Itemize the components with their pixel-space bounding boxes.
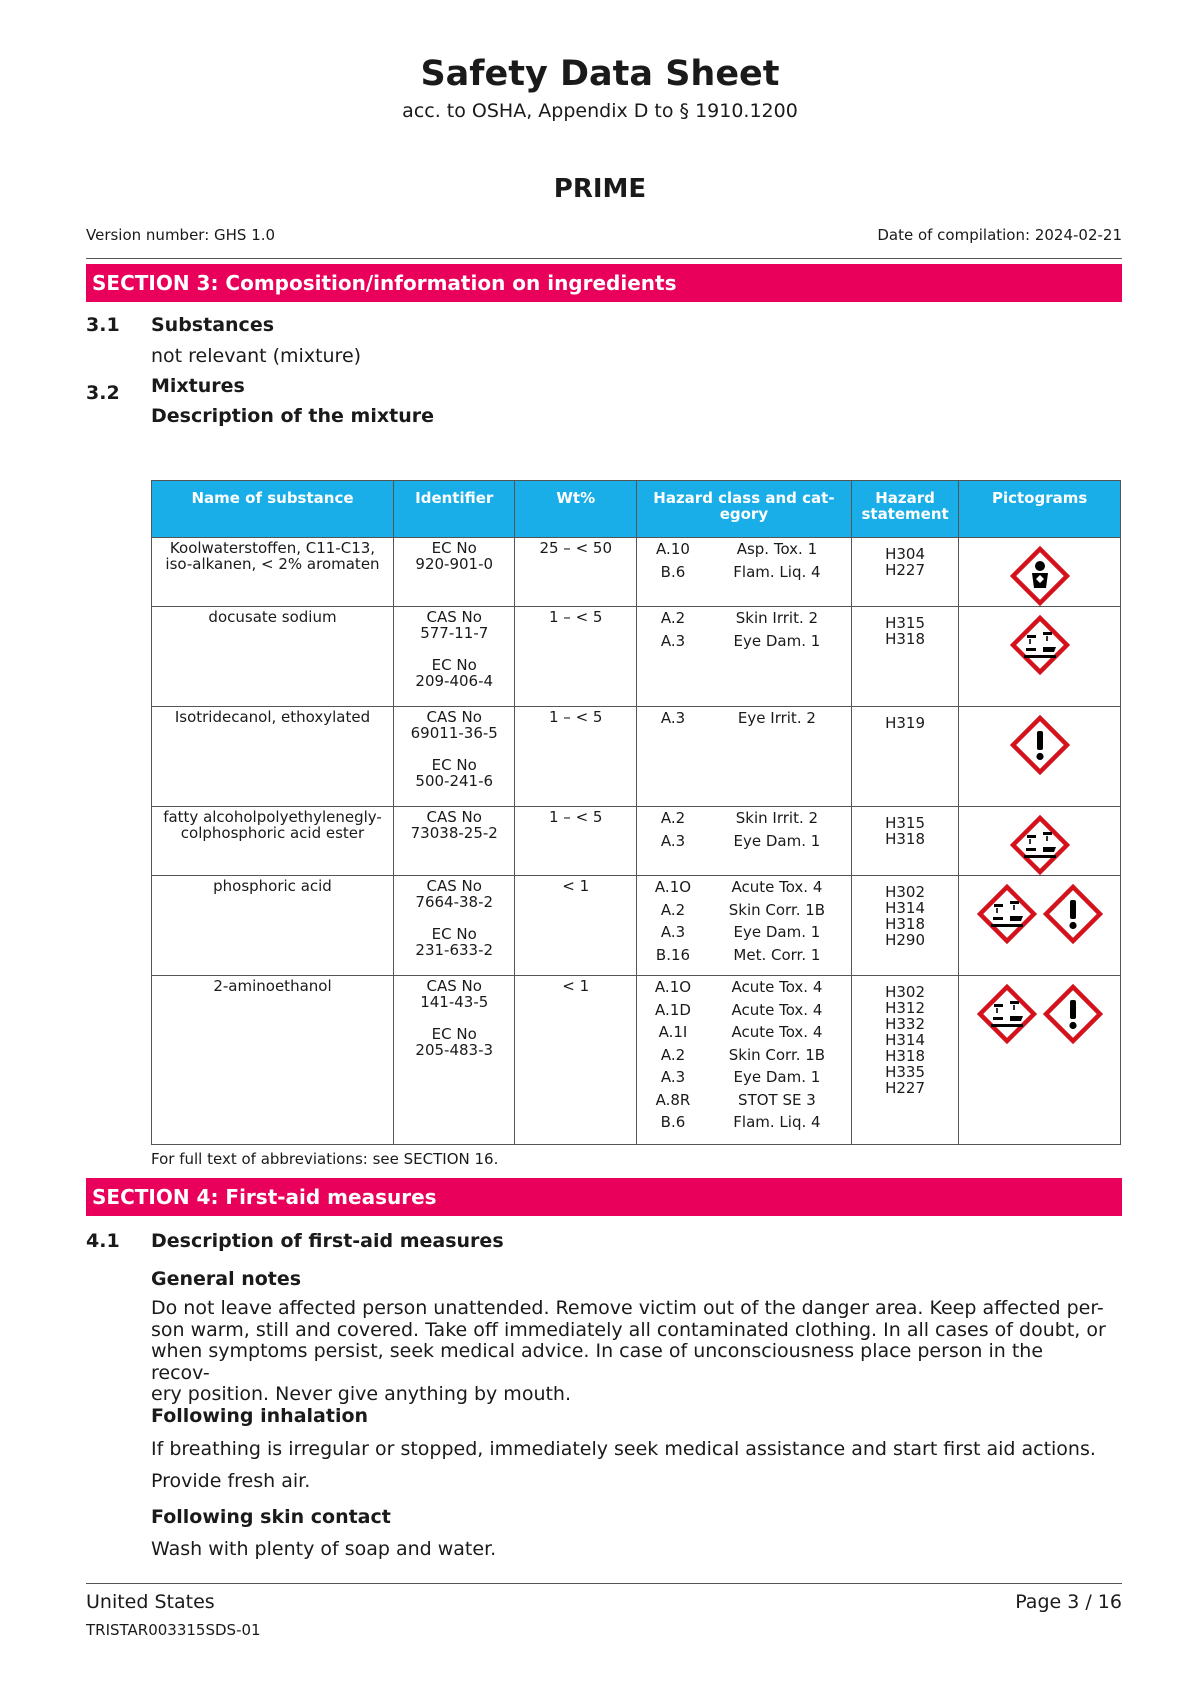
pictograms-cell — [959, 607, 1121, 707]
hazard-class-entry — [640, 830, 848, 853]
hazard-class-entry — [640, 944, 848, 967]
general-notes-text — [151, 1298, 1106, 1406]
table-row — [152, 807, 1121, 876]
hazard-category: Acute Tox. 4 — [731, 878, 823, 896]
document-subtitle: acc. to OSHA, Appendix D to § 1910.1200 — [402, 100, 798, 122]
identifier-cell — [393, 607, 515, 707]
health-hazard-pictogram-icon — [1010, 546, 1070, 606]
hazard-class-entry — [640, 976, 848, 999]
identifier-cell — [393, 707, 515, 807]
identifier-line — [397, 910, 512, 926]
general-notes-line: when symptoms persist, seek medical advice. In case of unconsciousness place person in the recov- — [151, 1340, 1044, 1384]
header-divider — [86, 258, 1122, 259]
document-title: Safety Data Sheet — [420, 54, 780, 94]
hazard-class-cell — [636, 607, 851, 707]
subsection-number: 3.1 — [86, 314, 120, 336]
substance-name-cell: phosphoric acid — [152, 876, 394, 976]
identifier-line: 73038-25-2 — [410, 824, 498, 842]
hazard-code: A.2 — [660, 809, 686, 827]
pictograms-cell — [959, 807, 1121, 876]
hazard-category: Skin Irrit. 2 — [735, 609, 819, 627]
hazard-category: Met. Corr. 1 — [733, 945, 821, 964]
weight-percent-cell: < 1 — [515, 876, 637, 976]
hazard-statement: H290 — [885, 931, 926, 949]
product-name: PRIME — [553, 174, 647, 204]
hazard-class-entry — [640, 921, 848, 944]
identifier-line: EC No — [431, 1025, 477, 1043]
hazard-class-entry — [640, 1066, 848, 1089]
pictograms-cell — [959, 876, 1121, 976]
column-header: Wt% — [515, 481, 637, 538]
skin-contact-title: Following skin contact — [151, 1506, 391, 1528]
identifier-line: 141-43-5 — [420, 993, 489, 1011]
hazard-statement-cell — [851, 876, 958, 976]
pictogram-group — [962, 809, 1117, 875]
identifier-line: EC No — [431, 656, 477, 674]
hazard-class-entry — [640, 538, 848, 561]
hazard-category: Skin Corr. 1B — [728, 900, 826, 919]
identifier-line: CAS No — [426, 808, 482, 826]
hazard-statement: H315 — [885, 814, 926, 832]
corrosion-pictogram-icon — [1010, 615, 1070, 675]
identifier-line: 231-633-2 — [415, 941, 494, 959]
identifier-line: EC No — [431, 925, 477, 943]
identifier-cell — [393, 876, 515, 976]
pictograms-cell — [959, 538, 1121, 607]
exclamation-pictogram-icon — [1043, 884, 1103, 944]
document-id: TRISTAR003315SDS-01 — [86, 1621, 261, 1639]
table-row — [152, 538, 1121, 607]
hazard-statement: H318 — [885, 830, 926, 848]
hazard-class-entry — [640, 1044, 848, 1067]
hazard-code: A.10 — [656, 540, 690, 558]
hazard-code: B.16 — [655, 945, 691, 964]
hazard-code: A.2 — [660, 1045, 686, 1064]
pictogram-group — [962, 978, 1117, 1044]
hazard-class-entry — [640, 630, 848, 653]
weight-percent-cell: < 1 — [515, 976, 637, 1145]
table-row — [152, 976, 1121, 1145]
hazard-statement: H227 — [885, 1079, 926, 1097]
identifier-line: 577-11-7 — [420, 624, 489, 642]
substances-text: not relevant (mixture) — [151, 345, 362, 367]
general-notes-title: General notes — [151, 1268, 302, 1290]
column-header: Identifier — [393, 481, 515, 538]
hazard-category: STOT SE 3 — [738, 1090, 816, 1109]
subsection-title: Description of first-aid measures — [151, 1230, 504, 1252]
hazard-category: Skin Irrit. 2 — [735, 809, 819, 827]
composition-table — [151, 480, 1121, 1145]
hazard-class-entry — [640, 876, 848, 899]
pictogram-group — [962, 609, 1117, 675]
identifier-line: CAS No — [426, 708, 482, 726]
hazard-category: Eye Dam. 1 — [733, 631, 821, 650]
pictogram-group — [962, 540, 1117, 606]
hazard-category: Asp. Tox. 1 — [736, 540, 818, 558]
identifier-cell — [393, 976, 515, 1145]
general-notes-line: son warm, still and covered. Take off immediately all contaminated clothing. In all cases of doubt, or — [151, 1318, 1106, 1341]
weight-percent-cell: 1 – < 5 — [515, 607, 637, 707]
identifier-line: EC No — [431, 539, 477, 557]
hazard-class-cell — [636, 976, 851, 1145]
hazard-statement: H312 — [885, 999, 926, 1017]
hazard-code: A.1O — [654, 978, 692, 996]
hazard-code: A.2 — [660, 900, 686, 919]
hazard-code: A.3 — [660, 631, 686, 650]
column-header: Hazard class and cat-egory — [636, 481, 851, 538]
section-3-heading: SECTION 3: Composition/information on ingredients — [86, 264, 1122, 302]
hazard-category: Acute Tox. 4 — [731, 1000, 823, 1019]
hazard-statement-cell — [851, 607, 958, 707]
hazard-class-entry — [640, 1111, 848, 1134]
hazard-class-cell — [636, 538, 851, 607]
column-header: Hazard statement — [851, 481, 958, 538]
hazard-statement: H227 — [885, 561, 926, 579]
hazard-class-entry — [640, 707, 848, 730]
hazard-statement-cell — [851, 538, 958, 607]
subsection-number: 4.1 — [86, 1230, 120, 1252]
subsection-title: Mixtures — [151, 375, 245, 397]
hazard-code: B.6 — [660, 562, 686, 581]
hazard-category: Eye Dam. 1 — [733, 831, 821, 850]
identifier-line — [397, 641, 512, 657]
corrosion-pictogram-icon — [977, 984, 1037, 1044]
table-row — [152, 607, 1121, 707]
hazard-category: Flam. Liq. 4 — [733, 1113, 821, 1131]
pictograms-cell — [959, 707, 1121, 807]
pictogram-group — [962, 878, 1117, 944]
general-notes-line: Do not leave affected person unattended. Remove victim out of the danger area. Keep affected per- — [151, 1297, 1104, 1319]
mixture-description-title: Description of the mixture — [151, 405, 434, 427]
hazard-category: Eye Irrit. 2 — [737, 709, 816, 727]
hazard-class-entry — [640, 1021, 848, 1044]
corrosion-pictogram-icon — [1010, 815, 1070, 875]
table-row — [152, 876, 1121, 976]
identifier-cell — [393, 807, 515, 876]
hazard-category: Skin Corr. 1B — [728, 1045, 826, 1064]
hazard-class-entry — [640, 899, 848, 922]
weight-percent-cell: 25 – < 50 — [515, 538, 637, 607]
skin-contact-text: Wash with plenty of soap and water. — [151, 1538, 497, 1560]
table-footnote: For full text of abbreviations: see SECTION 16. — [151, 1150, 499, 1168]
general-notes-line: ery position. Never give anything by mouth. — [151, 1383, 572, 1406]
hazard-class-cell — [636, 807, 851, 876]
hazard-class-entry — [640, 561, 848, 584]
corrosion-pictogram-icon — [977, 884, 1037, 944]
hazard-class-entry — [640, 1089, 848, 1112]
column-header: Name of substance — [152, 481, 394, 538]
hazard-statement: H318 — [885, 630, 926, 648]
hazard-code: A.3 — [660, 831, 686, 850]
footer-divider — [86, 1583, 1122, 1584]
hazard-category: Acute Tox. 4 — [731, 1023, 823, 1041]
identifier-line: 920-901-0 — [415, 555, 494, 573]
table-row — [152, 707, 1121, 807]
identifier-line — [397, 741, 512, 757]
compilation-date: Date of compilation: 2024-02-21 — [877, 226, 1122, 244]
hazard-class-entry — [640, 807, 848, 830]
identifier-line: CAS No — [426, 977, 482, 995]
substance-name-cell: 2-aminoethanol — [152, 976, 394, 1145]
hazard-class-cell — [636, 707, 851, 807]
hazard-statement: H302 — [885, 983, 926, 1001]
identifier-line: EC No — [431, 756, 477, 774]
substance-name-cell: Koolwaterstoffen, C11-C13, iso-alkanen, < 2% aromaten — [152, 538, 394, 607]
column-header: Pictograms — [959, 481, 1121, 538]
identifier-line — [397, 1010, 512, 1026]
hazard-statement: H319 — [885, 714, 926, 732]
subsection-title: Substances — [151, 314, 275, 336]
hazard-category: Flam. Liq. 4 — [733, 562, 821, 581]
substance-name-cell: Isotridecanol, ethoxylated — [152, 707, 394, 807]
weight-percent-cell: 1 – < 5 — [515, 807, 637, 876]
version-number: Version number: GHS 1.0 — [86, 226, 276, 244]
pictograms-cell — [959, 976, 1121, 1145]
inhalation-text: If breathing is irregular or stopped, immediately seek medical assistance and start first aid actions. — [151, 1438, 1096, 1460]
hazard-statement: H335 — [885, 1063, 926, 1081]
identifier-line: 69011-36-5 — [410, 724, 498, 742]
hazard-code: A.1O — [654, 878, 692, 896]
hazard-code: A.1I — [658, 1023, 688, 1041]
hazard-class-entry — [640, 607, 848, 630]
hazard-code: A.3 — [660, 1068, 686, 1086]
substance-name-cell: docusate sodium — [152, 607, 394, 707]
weight-percent-cell: 1 – < 5 — [515, 707, 637, 807]
hazard-category: Eye Dam. 1 — [733, 923, 821, 941]
hazard-statement: H314 — [885, 1031, 926, 1049]
identifier-line: CAS No — [426, 608, 482, 626]
inhalation-text: Provide fresh air. — [151, 1470, 311, 1492]
hazard-category: Eye Dam. 1 — [733, 1068, 821, 1086]
hazard-statement-cell — [851, 976, 958, 1145]
hazard-code: A.3 — [660, 923, 686, 941]
identifier-line: 7664-38-2 — [415, 893, 494, 911]
hazard-statement: H332 — [885, 1015, 926, 1033]
substance-name-cell: fatty alcoholpolyethylenegly-colphosphoric acid ester — [152, 807, 394, 876]
identifier-line: 500-241-6 — [415, 772, 494, 790]
subsection-number: 3.2 — [86, 382, 120, 404]
footer-page-number: Page 3 / 16 — [1015, 1591, 1122, 1613]
hazard-class-entry — [640, 999, 848, 1022]
identifier-line: CAS No — [426, 877, 482, 895]
hazard-statement: H302 — [885, 883, 926, 901]
hazard-statement: H314 — [885, 899, 926, 917]
hazard-statement-cell — [851, 707, 958, 807]
hazard-code: A.8R — [655, 1090, 691, 1109]
section-4-heading: SECTION 4: First-aid measures — [86, 1178, 1122, 1216]
hazard-class-cell — [636, 876, 851, 976]
footer-country: United States — [86, 1591, 215, 1613]
identifier-line: 209-406-4 — [415, 672, 494, 690]
exclamation-pictogram-icon — [1010, 715, 1070, 775]
hazard-code: A.2 — [660, 609, 686, 627]
identifier-line: 205-483-3 — [415, 1041, 494, 1059]
inhalation-title: Following inhalation — [151, 1405, 369, 1427]
identifier-cell — [393, 538, 515, 607]
pictogram-group — [962, 709, 1117, 775]
hazard-statement: H318 — [885, 915, 926, 933]
exclamation-pictogram-icon — [1043, 984, 1103, 1044]
hazard-statement: H315 — [885, 614, 926, 632]
hazard-statement: H318 — [885, 1047, 926, 1065]
hazard-code: A.1D — [655, 1000, 691, 1019]
hazard-statement: H304 — [885, 545, 926, 563]
hazard-code: A.3 — [660, 709, 686, 727]
hazard-code: B.6 — [660, 1113, 686, 1131]
hazard-statement-cell — [851, 807, 958, 876]
hazard-category: Acute Tox. 4 — [731, 978, 823, 996]
